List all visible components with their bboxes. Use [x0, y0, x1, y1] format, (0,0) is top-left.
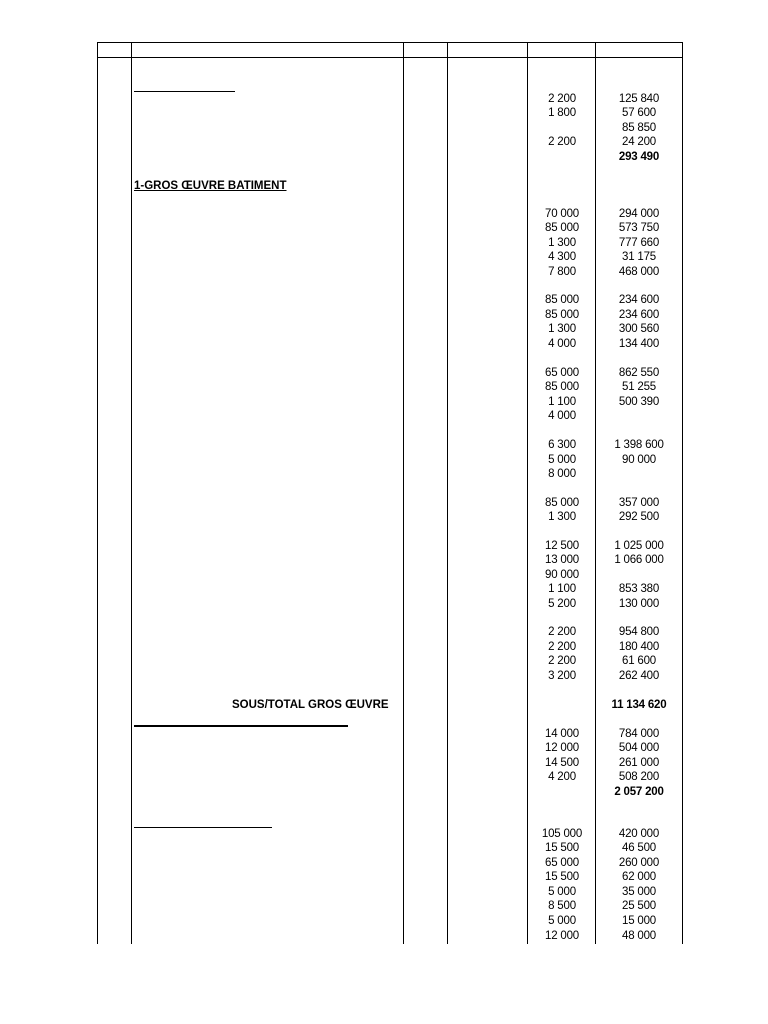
- subtotal-amount-cell: 11 134 620: [611, 699, 667, 711]
- unit-price-cell: 4 200: [548, 771, 576, 783]
- unit-price-cell: 8 500: [548, 900, 576, 912]
- unit-price-cell: 3 200: [548, 670, 576, 682]
- unit-price-cell: 14 000: [545, 728, 579, 740]
- amount-cell: 15 000: [622, 915, 656, 927]
- amount-cell: 357 000: [618, 497, 660, 509]
- section-heading-underline: [134, 827, 272, 828]
- unit-price-cell: 4 300: [548, 251, 576, 263]
- amount-cell: 468 000: [618, 266, 660, 278]
- unit-price-cell: 1 300: [548, 237, 576, 249]
- amount-cell: 234 600: [618, 309, 660, 321]
- amount-cell: 777 660: [618, 237, 660, 249]
- unit-price-cell: 85 000: [545, 497, 579, 509]
- unit-price-cell: 5 000: [548, 454, 576, 466]
- unit-price-cell: 90 000: [545, 569, 579, 581]
- unit-price-cell: 4 000: [548, 410, 576, 422]
- amount-cell: 125 840: [618, 93, 660, 105]
- amount-cell: 48 000: [622, 930, 656, 942]
- column-divider: [97, 42, 98, 944]
- column-divider: [527, 42, 528, 944]
- amount-cell: 420 000: [618, 828, 660, 840]
- column-divider: [131, 42, 132, 944]
- amount-cell: 294 000: [618, 208, 660, 220]
- unit-price-cell: 5 000: [548, 886, 576, 898]
- unit-price-cell: 2 200: [548, 136, 576, 148]
- amount-cell: 954 800: [618, 626, 660, 638]
- amount-cell: 31 175: [622, 251, 656, 263]
- unit-price-cell: 2 200: [548, 626, 576, 638]
- unit-price-cell: 6 300: [548, 439, 576, 451]
- unit-price-cell: 12 000: [545, 742, 579, 754]
- unit-price-cell: 5 200: [548, 598, 576, 610]
- column-divider: [595, 42, 596, 944]
- subtotal-amount-cell: 293 490: [618, 151, 660, 163]
- amount-cell: 260 000: [618, 857, 660, 869]
- amount-cell: 508 200: [618, 771, 660, 783]
- amount-cell: 25 500: [622, 900, 656, 912]
- amount-cell: 134 400: [618, 338, 660, 350]
- unit-price-cell: 12 000: [545, 930, 579, 942]
- section-heading-underline: [134, 725, 348, 727]
- unit-price-cell: 5 000: [548, 915, 576, 927]
- unit-price-cell: 13 000: [545, 554, 579, 566]
- column-divider: [403, 42, 404, 944]
- unit-price-cell: 1 800: [548, 107, 576, 119]
- unit-price-cell: 4 000: [548, 338, 576, 350]
- unit-price-cell: 12 500: [545, 540, 579, 552]
- amount-cell: 292 500: [618, 511, 660, 523]
- unit-price-cell: 2 200: [548, 641, 576, 653]
- amount-cell: 300 560: [618, 323, 660, 335]
- amount-cell: 862 550: [618, 367, 660, 379]
- unit-price-cell: 7 800: [548, 266, 576, 278]
- unit-price-cell: 8 000: [548, 468, 576, 480]
- amount-cell: 1 066 000: [614, 554, 664, 566]
- amount-cell: 261 000: [618, 757, 660, 769]
- subtotal-label-gros-oeuvre: SOUS/TOTAL GROS ŒUVRE: [232, 699, 389, 711]
- amount-cell: 46 500: [622, 842, 656, 854]
- amount-cell: 61 600: [622, 655, 656, 667]
- unit-price-cell: 15 500: [545, 842, 579, 854]
- amount-cell: 853 380: [618, 583, 660, 595]
- amount-cell: 573 750: [618, 222, 660, 234]
- amount-cell: 24 200: [622, 136, 656, 148]
- unit-price-cell: 2 200: [548, 93, 576, 105]
- amount-cell: 85 850: [622, 122, 656, 134]
- unit-price-cell: 105 000: [541, 828, 583, 840]
- amount-cell: 90 000: [622, 454, 656, 466]
- unit-price-cell: 85 000: [545, 309, 579, 321]
- amount-cell: 180 400: [618, 641, 660, 653]
- unit-price-cell: 1 300: [548, 511, 576, 523]
- amount-cell: 234 600: [618, 294, 660, 306]
- subtotal-amount-cell: 2 057 200: [614, 786, 664, 798]
- amount-cell: 1 025 000: [614, 540, 664, 552]
- amount-cell: 51 255: [622, 381, 656, 393]
- amount-cell: 500 390: [618, 396, 660, 408]
- column-divider: [682, 42, 683, 944]
- amount-cell: 504 000: [618, 742, 660, 754]
- amount-cell: 35 000: [622, 886, 656, 898]
- column-divider: [447, 42, 448, 944]
- amount-cell: 130 000: [618, 598, 660, 610]
- unit-price-cell: 15 500: [545, 871, 579, 883]
- amount-cell: 1 398 600: [614, 439, 664, 451]
- amount-cell: 57 600: [622, 107, 656, 119]
- unit-price-cell: 1 300: [548, 323, 576, 335]
- unit-price-cell: 14 500: [545, 757, 579, 769]
- amount-cell: 262 400: [618, 670, 660, 682]
- unit-price-cell: 65 000: [545, 367, 579, 379]
- section-heading-gros-oeuvre: 1-GROS ŒUVRE BATIMENT: [134, 180, 287, 192]
- unit-price-cell: 70 000: [545, 208, 579, 220]
- amount-cell: 784 000: [618, 728, 660, 740]
- unit-price-cell: 1 100: [548, 396, 576, 408]
- unit-price-cell: 85 000: [545, 294, 579, 306]
- unit-price-cell: 2 200: [548, 655, 576, 667]
- section-heading-underline: [134, 91, 235, 92]
- unit-price-cell: 85 000: [545, 222, 579, 234]
- unit-price-cell: 65 000: [545, 857, 579, 869]
- unit-price-cell: 1 100: [548, 583, 576, 595]
- amount-cell: 62 000: [622, 871, 656, 883]
- unit-price-cell: 85 000: [545, 381, 579, 393]
